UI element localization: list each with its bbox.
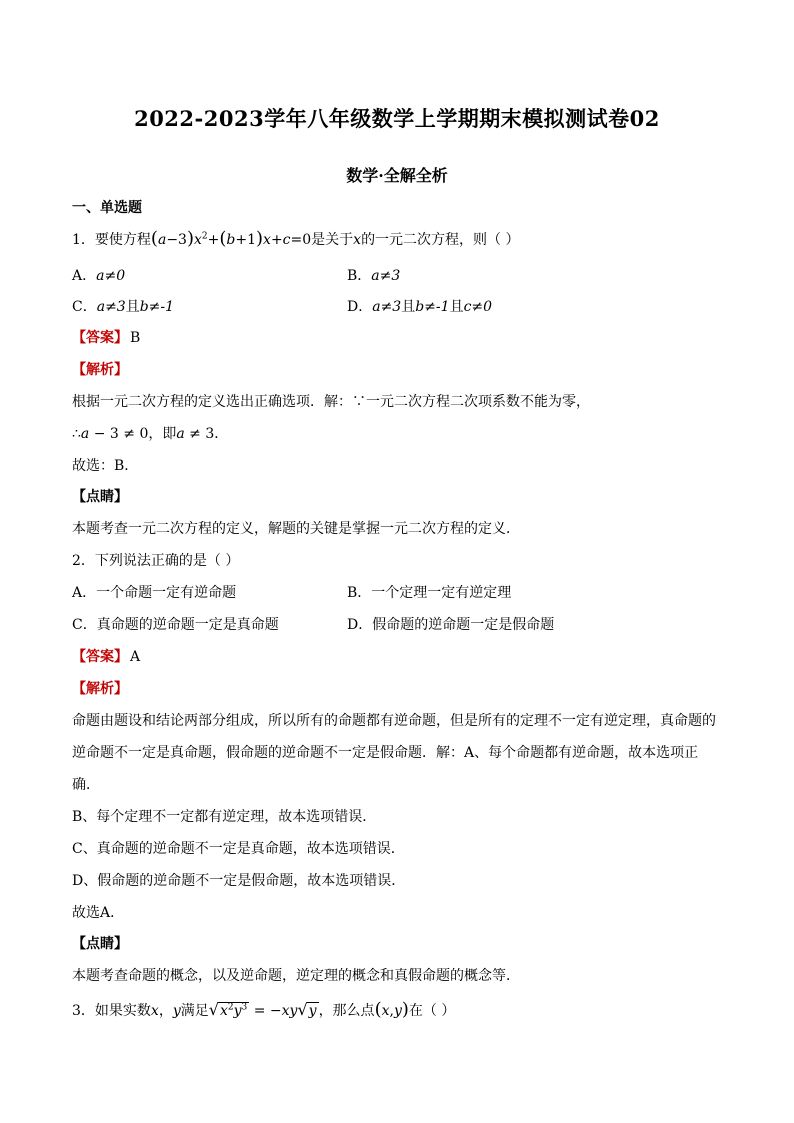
q3-satisfy: 满足: [180, 1003, 209, 1019]
q1-option-a-label: A．: [72, 268, 97, 284]
q2-answer: [72, 647, 140, 667]
q3-comma: ，: [158, 1003, 173, 1019]
q1-option-a: [72, 266, 125, 286]
q2-answer-tag: 【答案】: [72, 649, 128, 665]
q2-option-b: B．一个定理一定有逆定理: [347, 585, 512, 601]
q1-analysis-line-3: 故选：B．: [72, 458, 139, 474]
q2-comment: 本题考查命题的概念，以及逆命题，逆定理的概念和真假命题的概念等．: [72, 968, 520, 984]
q1-option-c-part1: a≠3: [96, 299, 126, 315]
question-3-stem: [72, 1000, 455, 1021]
q1-option-c-label: C．: [72, 299, 97, 315]
q1-stem-end: 的一元二次方程，则（ ）: [361, 232, 520, 248]
q1-analysis-tag: 【解析】: [72, 362, 128, 378]
q2-analysis-line-3: 确．: [72, 777, 100, 793]
q1-analysis-end: ．: [214, 426, 229, 442]
q1-analysis-line-1: 根据一元二次方程的定义选出正确选项．解：∵一元二次方程二次项系数不能为零，: [72, 394, 590, 410]
q2-analysis-line-4: B、每个定理不一定都有逆定理，故本选项错误．: [72, 809, 377, 825]
question-2-stem: 2．下列说法正确的是（ ）: [72, 553, 240, 569]
q1-analysis-line-2: [72, 424, 228, 444]
q1-option-d: [347, 297, 492, 317]
q2-analysis-line-2: 逆命题不一定是真命题，假命题的逆命题不一定是假命题．解：A、每个命题都有逆命题，故本选项正: [72, 745, 699, 761]
q1-option-c: [72, 297, 174, 317]
q1-analysis-mid: ，即: [148, 426, 177, 442]
question-1-stem: [72, 229, 520, 250]
q1-option-d-conj1: 且: [401, 299, 416, 315]
q3-var-x: x: [150, 1003, 159, 1019]
q1-stem-prefix: 1．要使方程: [72, 232, 151, 248]
page-subtitle: 数学·全解全析: [346, 166, 448, 185]
q3-then: ，那么点: [318, 1003, 375, 1019]
q3-stem-end: 在（ ）: [408, 1003, 456, 1019]
q1-answer-tag: 【答案】: [72, 330, 128, 346]
q2-option-a: A．一个命题一定有逆命题: [72, 585, 237, 601]
q2-analysis-tag: 【解析】: [72, 681, 128, 697]
q1-option-a-text: a≠0: [96, 268, 126, 284]
q1-option-c-conj: 且: [125, 299, 140, 315]
section-heading: 一、单选题: [72, 200, 142, 216]
q1-option-b-label: B．: [347, 268, 372, 284]
page-title: 2022-2023学年八年级数学上学期期末模拟测试卷02: [134, 106, 660, 131]
q2-analysis-line-1: 命题由题设和结论两部分组成，所以所有的命题都有逆命题，但是所有的定理不一定有逆定理，真命题的: [72, 713, 716, 729]
q1-option-c-part2: b≠-1: [139, 299, 175, 315]
q1-option-d-label: D．: [347, 299, 373, 315]
q2-analysis-line-6: D、假命题的逆命题不一定是假命题，故本选项错误．: [72, 873, 406, 889]
q1-analysis-expr-2: a ≠ 3: [176, 426, 215, 442]
q1-option-d-conj2: 且: [449, 299, 464, 315]
q1-answer-value: B: [130, 330, 141, 346]
q1-equation: $(a-3)x^2+(b+1)x+c=0$: [150, 228, 312, 249]
q2-option-d: D．假命题的逆命题一定是假命题: [347, 617, 555, 633]
q1-analysis-expr-1: a − 3 ≠ 0: [80, 426, 149, 442]
q2-option-c: C．真命题的逆命题一定是真命题: [72, 617, 279, 633]
q1-option-d-part3: c≠0: [463, 299, 493, 315]
q1-stem-suffix: 是关于: [311, 232, 354, 248]
q3-stem-prefix: 3．如果实数: [72, 1003, 151, 1019]
q1-therefore: ∴: [72, 426, 81, 442]
q3-point: (x,y): [374, 999, 409, 1020]
q3-var-y: y: [172, 1003, 181, 1019]
q1-answer: [72, 328, 140, 348]
q1-option-b-text: a≠3: [371, 268, 401, 284]
q1-comment-tag: 【点睛】: [72, 489, 128, 505]
q1-option-d-part1: a≠3: [372, 299, 402, 315]
q1-stem-var: x: [353, 232, 362, 248]
q1-comment: 本题考查一元二次方程的定义，解题的关键是掌握一元二次方程的定义．: [72, 521, 520, 537]
q2-analysis-line-5: C、真命题的逆命题不一定是真命题，故本选项错误．: [72, 841, 405, 857]
q1-option-d-part2: b≠-1: [415, 299, 450, 315]
q2-answer-value: A: [130, 649, 141, 665]
q2-analysis-line-7: 故选A．: [72, 905, 125, 921]
q2-comment-tag: 【点睛】: [72, 936, 128, 952]
q1-option-b: [347, 266, 400, 286]
q3-equation: $√x^2y^3 = -xy√y$: [208, 1000, 317, 1019]
